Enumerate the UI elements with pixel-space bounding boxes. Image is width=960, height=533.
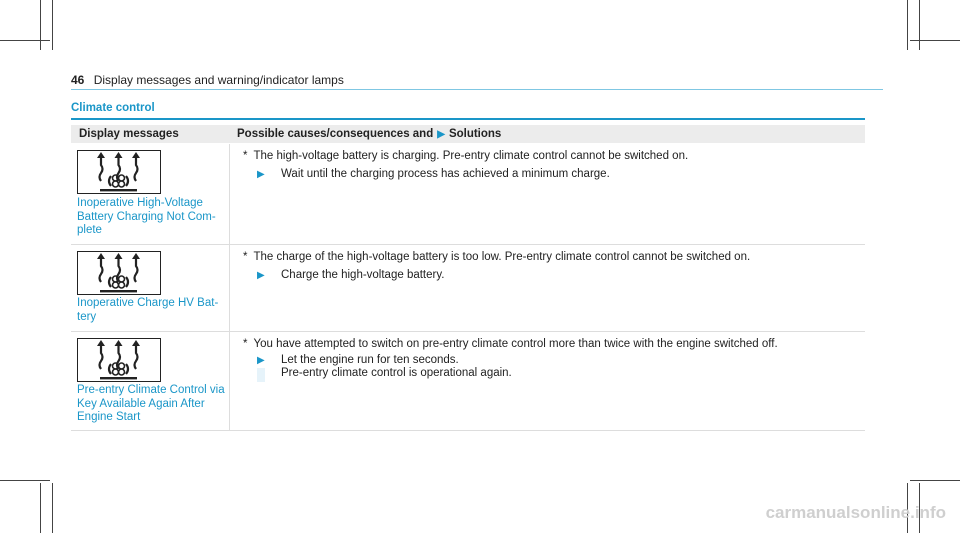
section-title: Climate control <box>71 102 155 114</box>
table-header <box>71 125 865 143</box>
solution-step: ▶ Wait until the charging process has achieved a minimum charge. <box>257 168 610 180</box>
watermark: carmanualsonline.info <box>765 503 946 522</box>
arrow-right-icon: ▶ <box>257 270 265 281</box>
column-header-causes-solutions <box>237 128 501 140</box>
section-divider <box>71 118 865 120</box>
display-message-label: Pre-entry Climate Control via Key Available Again After Engine Start <box>77 384 225 423</box>
arrow-right-icon: ▶ <box>437 128 445 140</box>
climate-fan-heat-icon <box>77 150 161 194</box>
cause-text: * You have attempted to switch on pre-entry climate control more than twice with the engine switched off. <box>243 338 778 350</box>
cause-text: * The charge of the high-voltage battery is too low. Pre-entry climate control cannot be switched on. <box>243 251 751 263</box>
crop-mark <box>910 40 960 41</box>
table-row <box>71 144 865 245</box>
crop-mark <box>0 480 50 481</box>
climate-fan-heat-icon <box>77 338 161 382</box>
crop-mark <box>40 0 41 50</box>
solution-step: ▶ Charge the high-voltage battery. <box>257 269 445 281</box>
column-header-display-messages: Display messages <box>79 128 179 140</box>
crop-mark <box>907 0 908 50</box>
display-message-label: Inoperative Charge HV Bat-tery <box>77 297 219 323</box>
column-header-causes: Possible causes/consequences and <box>237 128 434 140</box>
crop-mark <box>919 0 920 50</box>
header-divider <box>71 89 883 90</box>
table-row <box>71 245 865 332</box>
crop-mark <box>910 480 960 481</box>
column-divider <box>229 144 230 244</box>
table-row <box>71 332 865 431</box>
crop-mark <box>0 40 50 41</box>
crop-mark <box>52 0 53 50</box>
column-header-solutions: Solutions <box>448 128 502 140</box>
climate-fan-heat-icon <box>77 251 161 295</box>
display-message-label: Inoperative High-Voltage Battery Charging Not Com-plete <box>77 197 216 236</box>
solution-indicator-bar <box>257 368 265 382</box>
column-divider <box>229 245 230 331</box>
page-header <box>71 73 344 87</box>
column-divider <box>229 332 230 430</box>
cause-text: * The high-voltage battery is charging. Pre-entry climate control cannot be switched on. <box>243 150 689 162</box>
arrow-right-icon: ▶ <box>257 355 265 366</box>
page-header-title: Display messages and warning/indicator lamps <box>93 73 344 87</box>
solution-step: ▶ Let the engine run for ten seconds. Pre-entry climate control is operational again. <box>257 354 512 380</box>
crop-mark <box>52 483 53 533</box>
page-number: 46 <box>71 73 85 87</box>
arrow-right-icon: ▶ <box>257 169 265 180</box>
crop-mark <box>40 483 41 533</box>
